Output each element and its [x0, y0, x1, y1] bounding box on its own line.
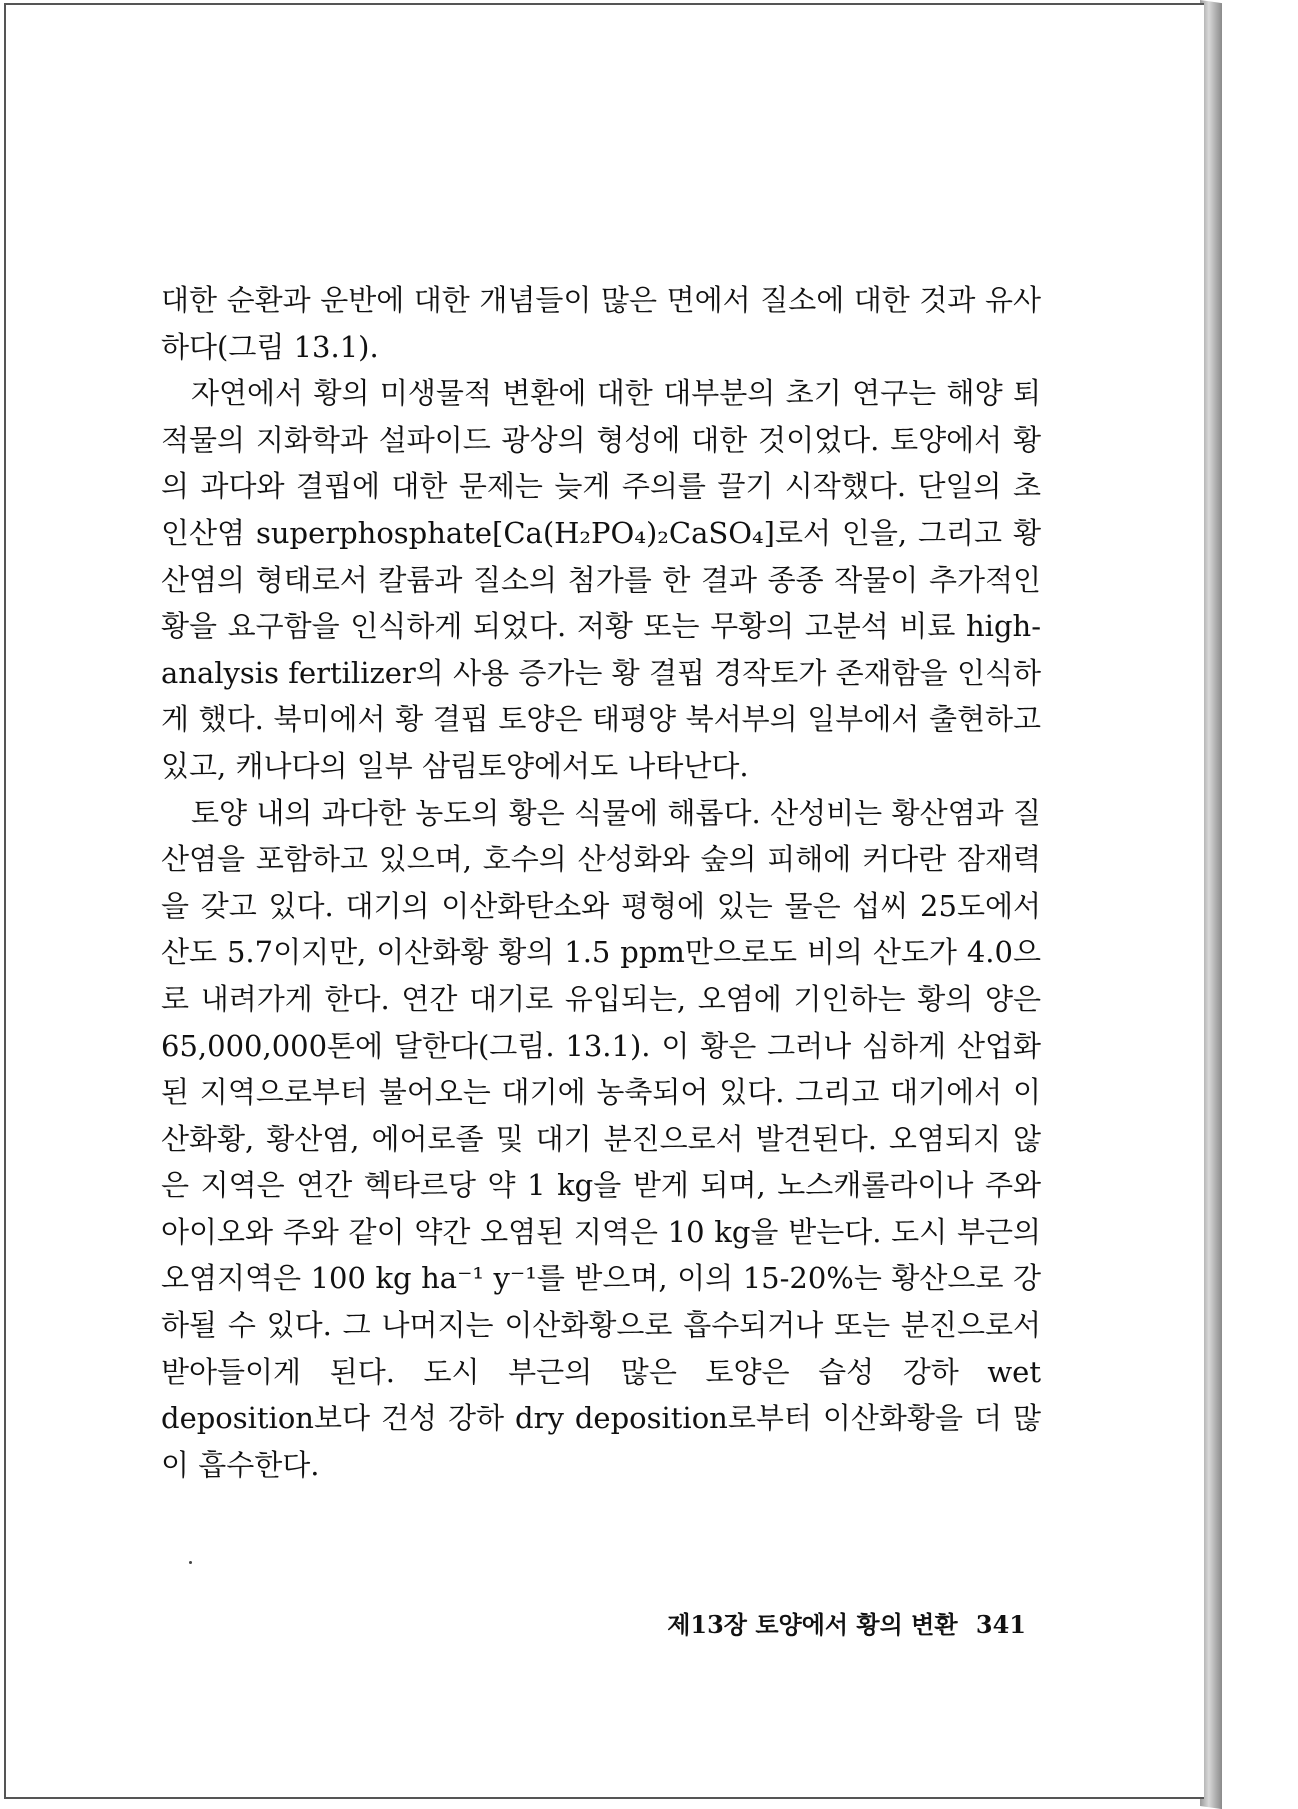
page-footer [626, 1605, 1026, 1640]
paragraph-sulfur-research: 자연에서 황의 미생물적 변환에 대한 대부분의 초기 연구는 해양 퇴적물의 지화학과 설파이드 광상의 형성에 대한 것이었다. 토양에서 황의 과다와 결핍에 대한 문제는 늦게 주의를 끌기 시작했다. 단일의 초인산염 superphosphate[Ca(H₂PO₄)₂CaSO₄]로서 인을, 그리고 황산염의 형태로서 칼륨과 질소의 첨가를 한 결과 종종 작물이 추가적인 황을 요구함을 인식하게 되었다. 저황 또는 무황의 고분석 비료 high-analysis fertilizer의 사용 증가는 황 결핍 경작토가 존재함을 인식하게 했다. 북미에서 황 결핍 토양은 태평양 북서부의 일부에서 출현하고 있고, 캐나다의 일부 삼림토양에서도 나타난다. [161, 376, 1041, 783]
running-chapter-title: 제13장 토양에서 황의 변환 [667, 1610, 958, 1639]
document-page [4, 3, 1204, 1799]
paragraph-acid-rain: 토양 내의 과다한 농도의 황은 식물에 해롭다. 산성비는 황산염과 질산염을 포함하고 있으며, 호수의 산성화와 숲의 피해에 커다란 잠재력을 갖고 있다. 대기의 이산화탄소와 평형에 있는 물은 섭씨 25도에서 산도 5.7이지만, 이산화황 황의 1.5 ppm만으로도 비의 산도가 4.0으로 내려가게 한다. 연간 대기로 유입되는, 오염에 기인하는 황의 양은 65,000,000톤에 달한다(그림. 13.1). 이 황은 그러나 심하게 산업화된 지역으로부터 불어오는 대기에 농축되어 있다. 그리고 대기에서 이산화황, 황산염, 에어로졸 및 대기 분진으로서 발견된다. 오염되지 않은 지역은 연간 헥타르당 약 1 kg을 받게 되며, 노스캐롤라이나 주와 아이오와 주와 같이 약간 오염된 지역은 10 kg을 받는다. 도시 부근의 오염지역은 100 kg ha⁻¹ y⁻¹를 받으며, 이의 15-20%는 황산으로 강하될 수 있다. 그 나머지는 이산화황으로 흡수되거나 또는 분진으로서 받아들이게 된다. 도시 부근의 많은 토양은 습성 강하 wet deposition보다 건성 강하 dry deposition로부터 이산화황을 더 많이 흡수한다. [161, 795, 1041, 1482]
page-number: 341 [975, 1610, 1026, 1639]
speck [189, 1561, 192, 1564]
body-text [161, 277, 1041, 1488]
paragraph-continued: 대한 순환과 운반에 대한 개념들이 많은 면에서 질소에 대한 것과 유사하다(그림 13.1). [161, 283, 1041, 364]
